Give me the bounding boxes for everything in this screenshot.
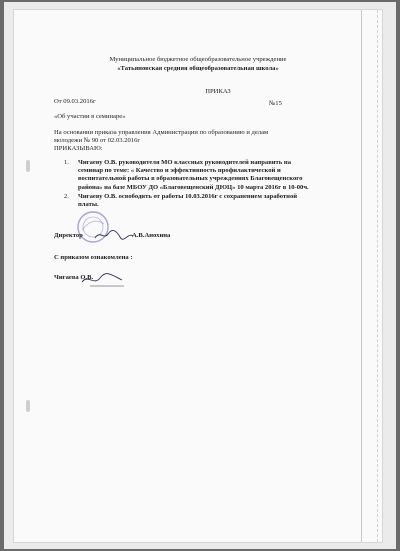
document-subject: «Об участии в семинаре» [54, 113, 126, 120]
order-item-line: воспитательной работы в образовательных учреждениях Благовещенского [78, 175, 303, 183]
document-page [14, 10, 382, 542]
director-signature [94, 228, 134, 242]
order-items-list [64, 159, 364, 210]
order-item-line: Чигаеву О.В. руководителя МО классных руководителей направить на [78, 159, 292, 166]
order-item [64, 193, 364, 209]
punch-hole [26, 160, 30, 172]
document-date: От 09.03.2016г [54, 98, 96, 105]
order-item-number: 2. [64, 192, 69, 200]
order-item-line: семинар по теме: « Качество и эффективность профилактической и [78, 167, 281, 175]
employee-name: Чигаева О.В. [54, 274, 94, 281]
order-item [64, 159, 364, 192]
basis-text-line2: молодежи № 90 от 02.03.2016г [54, 137, 141, 144]
organization-name-line1: Муниципальное бюджетное общеобразовательное учреждение [109, 56, 287, 63]
organization-name-line2: «Татьяновская средняя общеобразовательная школа» [117, 65, 279, 72]
order-item-number: 1. [64, 159, 69, 166]
punch-hole [26, 400, 30, 412]
order-item-line: района» на базе МБОУ ДО «Благовещенский ДЮЦ» 10 марта 2016г в 10-00ч. [78, 183, 309, 191]
document-title: ПРИКАЗ [205, 88, 231, 95]
acquaintance-note: С приказом ознакомлена : [54, 254, 133, 261]
scan-background [4, 2, 396, 549]
employee-signature [80, 270, 124, 288]
document-number: №15 [269, 100, 282, 107]
order-item-line: Чигаеву О.В. освободить от работы 10.03.2016г с сохранением заработной [78, 192, 298, 200]
order-heading: ПРИКАЗЫВАЮ: [54, 145, 103, 152]
basis-text-line1: На основании приказа управления Администрации по образованию и делам [54, 129, 269, 136]
order-item-line: платы. [78, 201, 99, 209]
director-label: Директор [54, 232, 83, 239]
director-name: А.В.Анохина [132, 232, 171, 239]
